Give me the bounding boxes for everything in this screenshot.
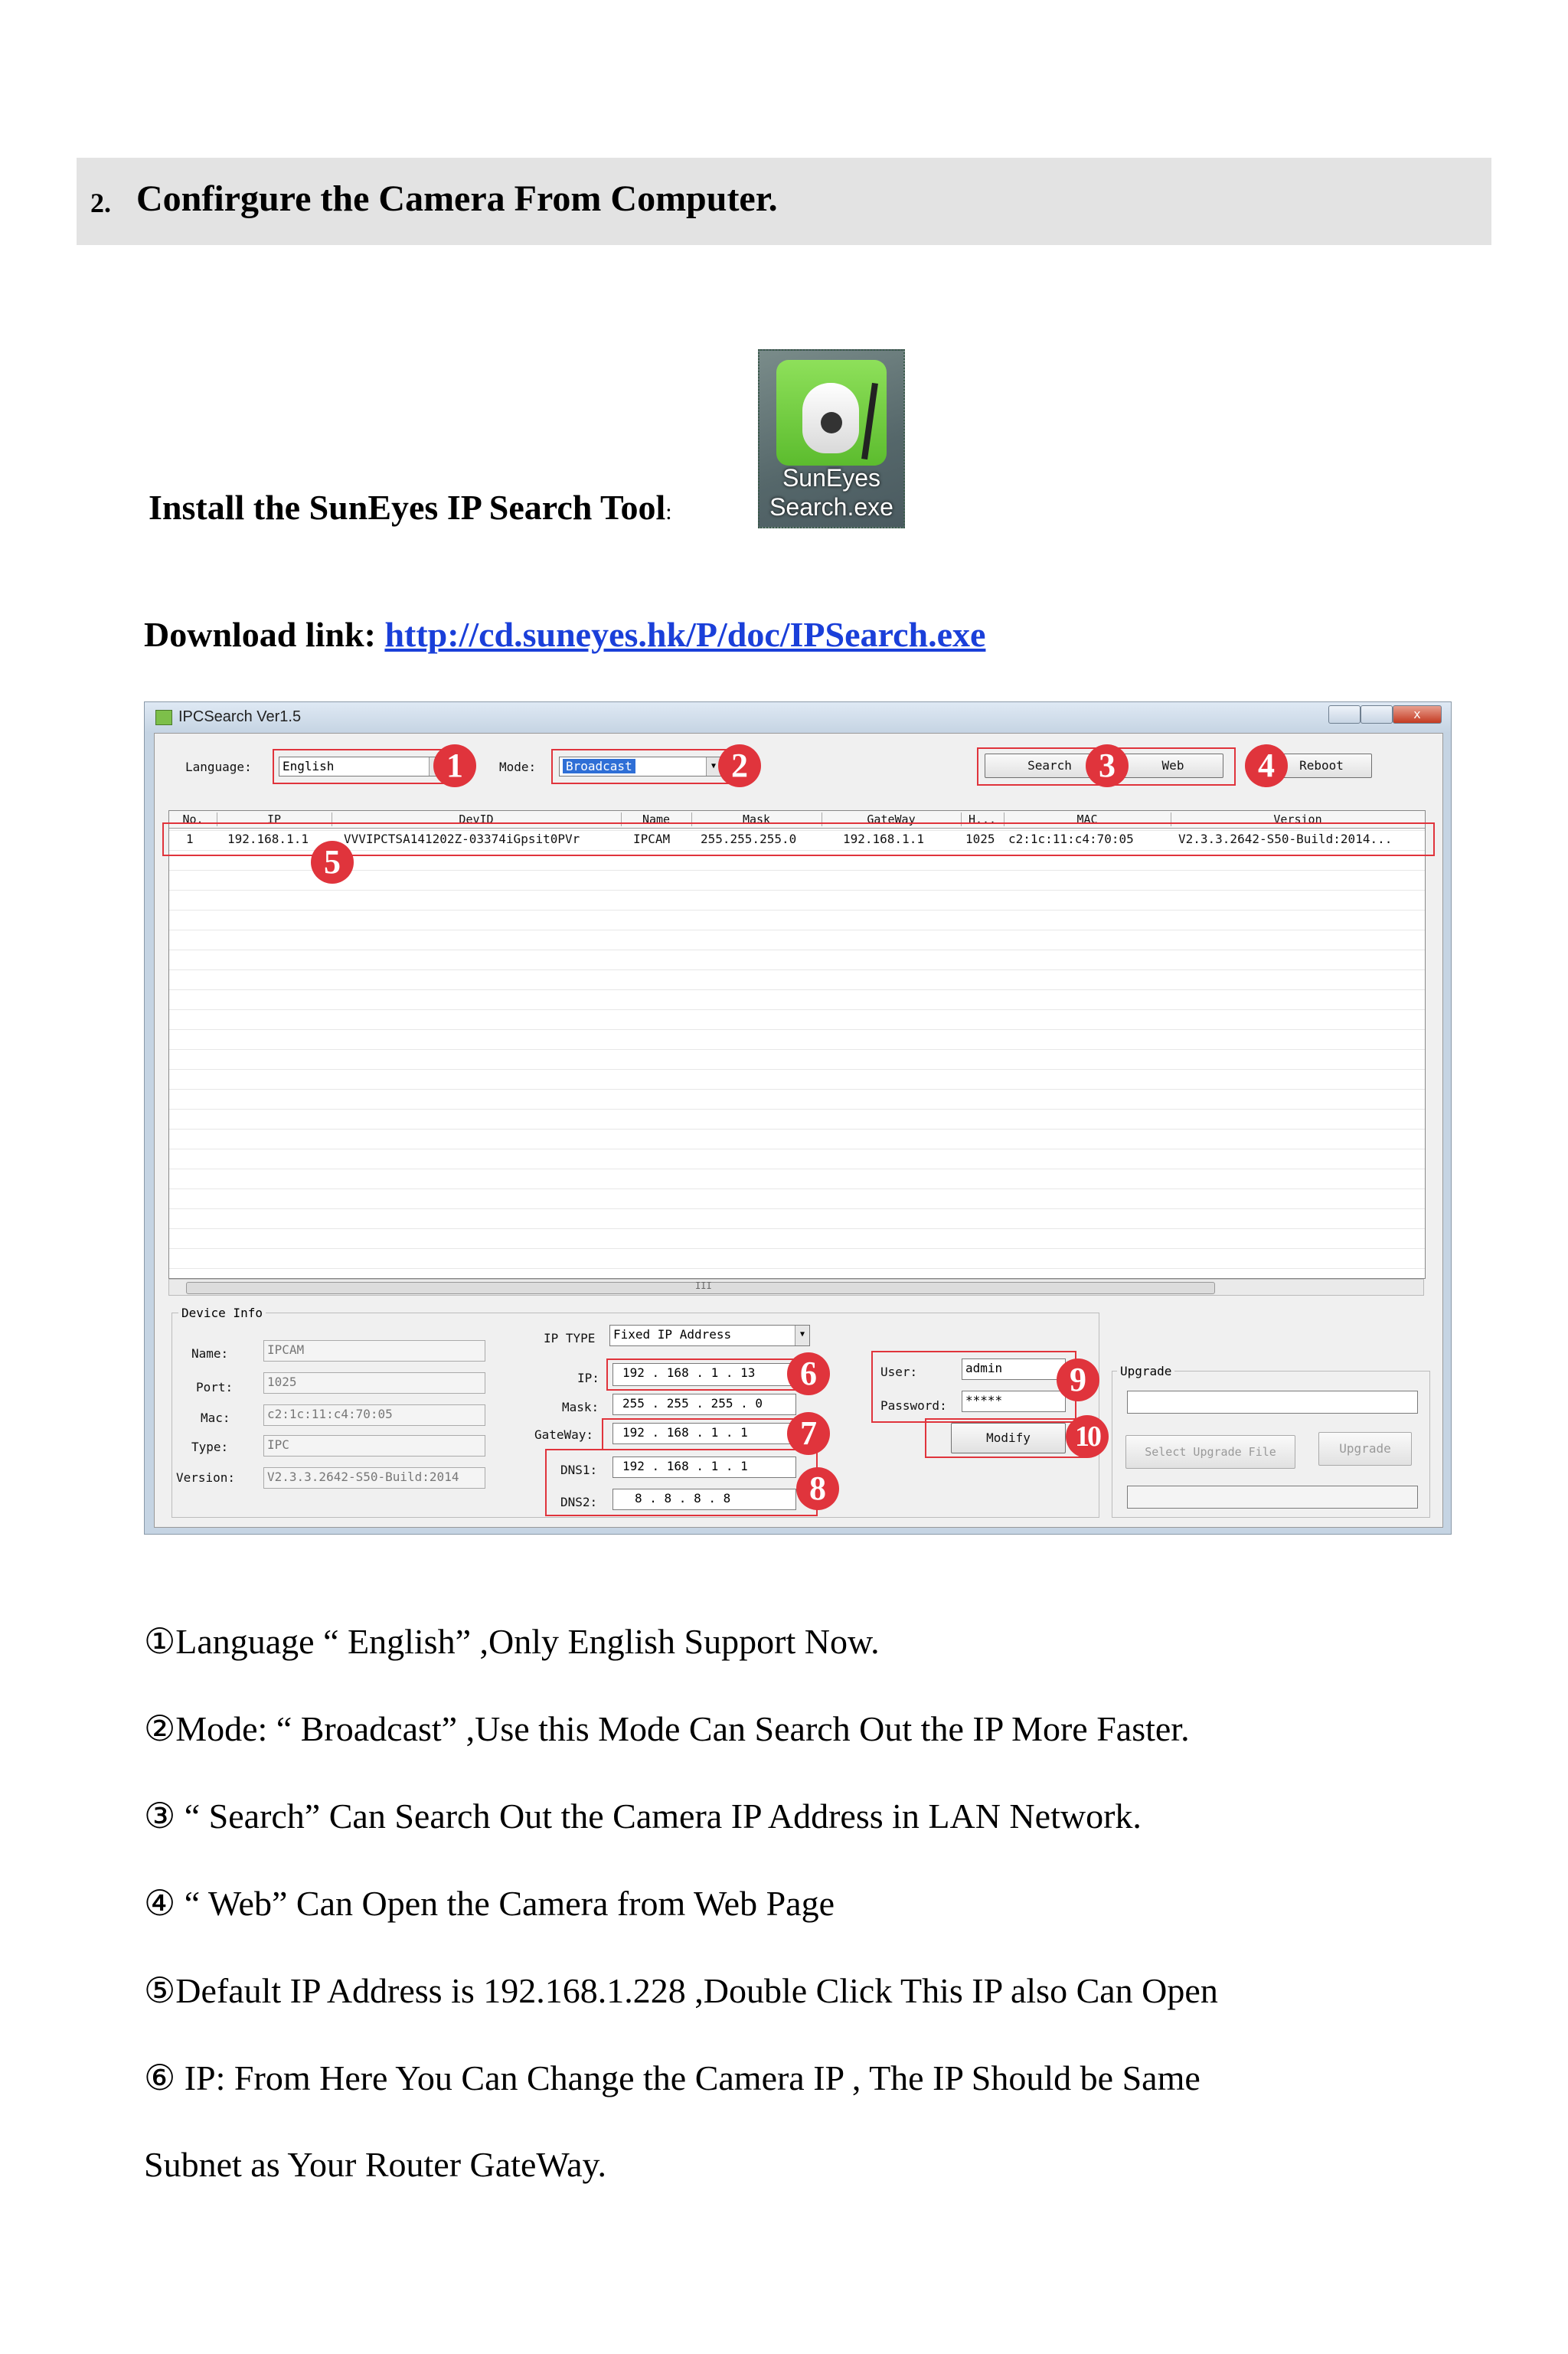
modify-button[interactable]: Modify [951,1423,1066,1453]
ip-field[interactable]: 192 . 168 . 1 . 13 [612,1363,796,1386]
install-text: Install the SunEyes IP Search Tool [149,488,666,527]
marker-9: 9 [1057,1358,1099,1401]
marker-2: 2 [718,744,761,787]
iptype-select[interactable] [609,1325,810,1346]
window-client [154,733,1443,1528]
dns2-label: DNS2: [560,1495,598,1509]
install-instruction [149,487,672,528]
web-button[interactable]: Web [1122,754,1223,778]
type-label: Type: [191,1440,229,1454]
mode-value: Broadcast [563,759,635,773]
note-4: ④ “ Web” Can Open the Camera from Web Page [144,1884,835,1923]
mac-field[interactable]: c2:1c:11:c4:70:05 [263,1404,485,1426]
camera-icon [802,383,859,453]
cell-ip: 192.168.1.1 [227,832,309,846]
upgrade-title: Upgrade [1117,1364,1174,1378]
upgrade-path-field[interactable] [1127,1391,1418,1414]
language-label: Language: [185,760,252,774]
cell-no: 1 [186,832,194,846]
marker-8: 8 [796,1467,839,1510]
download-link[interactable]: http://cd.suneyes.hk/P/doc/IPSearch.exe [384,615,986,654]
password-label: Password: [880,1398,947,1413]
col-version[interactable]: Version [1273,812,1322,826]
port-label: Port: [196,1380,234,1394]
app-title-icon [155,710,172,725]
type-field[interactable]: IPC [263,1435,485,1457]
device-list[interactable] [168,810,1426,1279]
user-field[interactable]: admin [962,1358,1066,1380]
name-field[interactable]: IPCAM [263,1340,485,1362]
gateway-label: GateWay: [534,1427,594,1442]
note-3: ③ “ Search” Can Search Out the Camera IP Address in LAN Network. [144,1797,1142,1836]
download-label: Download link: [144,615,385,654]
highlight-box-10 [925,1418,1087,1458]
version-field[interactable]: V2.3.3.2642-S50-Build:2014 [263,1467,485,1489]
iptype-value: Fixed IP Address [613,1327,732,1342]
highlight-box-5 [162,822,1435,856]
dns1-label: DNS1: [560,1463,598,1477]
user-label: User: [880,1365,918,1379]
highlight-box-9 [871,1351,1076,1423]
close-button[interactable]: x [1393,705,1442,724]
note-5: ⑤Default IP Address is 192.168.1.228 ,Double Click This IP also Can Open [144,1971,1218,2010]
cell-devid: VVVIPCTSA141202Z-03374iGpsit0PVr [344,832,580,846]
chevron-down-icon: ▼ [706,757,720,776]
col-no[interactable]: No. [169,812,217,826]
antenna-icon [861,383,878,459]
heading-title: Confirgure the Camera From Computer. [136,178,778,219]
chevron-down-icon: ▼ [795,1326,809,1345]
camera-lens-icon [821,412,842,433]
note-6-continued: Subnet as Your Router GateWay. [144,2145,607,2184]
gateway-field[interactable]: 192 . 168 . 1 . 1 [612,1423,796,1444]
cell-mac: c2:1c:11:c4:70:05 [1008,832,1134,846]
cell-mask: 255.255.255.0 [701,832,797,846]
heading-number: 2. [90,188,111,218]
highlight-box-2 [551,749,732,784]
highlight-box-7 [602,1418,807,1450]
col-gateway[interactable]: GateWay [822,812,962,826]
marker-1: 1 [433,744,476,787]
mac-label: Mac: [201,1411,230,1425]
marker-5: 5 [311,841,354,884]
col-ip[interactable]: IP [217,812,332,826]
language-value: English [283,759,335,773]
scrollbar-thumb[interactable] [186,1282,1215,1294]
suneyes-app-icon[interactable] [758,349,905,528]
iptype-label: IP TYPE [544,1331,596,1345]
install-colon: : [665,499,672,525]
upgrade-progress [1127,1486,1418,1509]
port-field[interactable]: 1025 [263,1372,485,1394]
maximize-button[interactable] [1361,705,1393,724]
dns1-field[interactable]: 192 . 168 . 1 . 1 [612,1457,796,1478]
window-title: IPCSearch Ver1.5 [178,708,302,725]
marker-3: 3 [1086,744,1129,787]
cell-name: IPCAM [633,832,671,846]
col-mac[interactable]: MAC [1004,812,1171,826]
marker-10: 10 [1066,1415,1109,1458]
marker-7: 7 [787,1412,830,1455]
cell-port: 1025 [965,832,995,846]
password-field[interactable]: ***** [962,1391,1066,1412]
reboot-button[interactable]: Reboot [1271,754,1372,778]
upgrade-button[interactable]: Upgrade [1318,1432,1412,1466]
dns2-field[interactable]: 8 . 8 . 8 . 8 [612,1489,796,1510]
marker-6: 6 [787,1352,830,1395]
version-label: Version: [176,1470,236,1485]
app-icon-background [776,360,887,466]
name-label: Name: [191,1346,229,1361]
mask-field[interactable]: 255 . 255 . 255 . 0 [612,1394,796,1415]
note-6: ⑥ IP: From Here You Can Change the Camera IP , The IP Should be Same [144,2058,1200,2097]
marker-4: 4 [1245,744,1288,787]
cell-version: V2.3.3.2642-S50-Build:2014... [1178,832,1393,846]
highlight-box-6 [606,1358,807,1391]
highlight-box-8 [545,1449,818,1516]
download-line [144,614,985,655]
device-info-title: Device Info [178,1306,266,1320]
col-name[interactable]: Name [621,812,692,826]
col-devid[interactable]: DevID [332,812,622,826]
note-1: ①Language “ English” ,Only English Support Now. [144,1622,880,1661]
horizontal-scrollbar[interactable] [168,1279,1424,1296]
app-icon-label-line1: SunEyes [782,464,881,492]
col-port[interactable]: H... [961,812,1004,826]
highlight-box-1 [273,749,458,784]
cell-gateway: 192.168.1.1 [843,832,924,846]
minimize-button[interactable] [1328,705,1361,724]
window-titlebar [145,702,1451,733]
search-button[interactable]: Search [985,754,1115,778]
note-2: ②Mode: “ Broadcast” ,Use this Mode Can Search Out the IP More Faster. [144,1709,1190,1748]
mask-label: Mask: [562,1400,599,1414]
col-mask[interactable]: Mask [691,812,822,826]
select-upgrade-file-button[interactable]: Select Upgrade File [1125,1435,1295,1469]
ipcsearch-window [144,701,1452,1535]
app-icon-label-line2: Search.exe [769,493,893,521]
mode-label: Mode: [499,760,537,774]
ip-label: IP: [577,1371,599,1385]
section-heading [77,158,1491,245]
scroll-grip: III [695,1280,712,1291]
